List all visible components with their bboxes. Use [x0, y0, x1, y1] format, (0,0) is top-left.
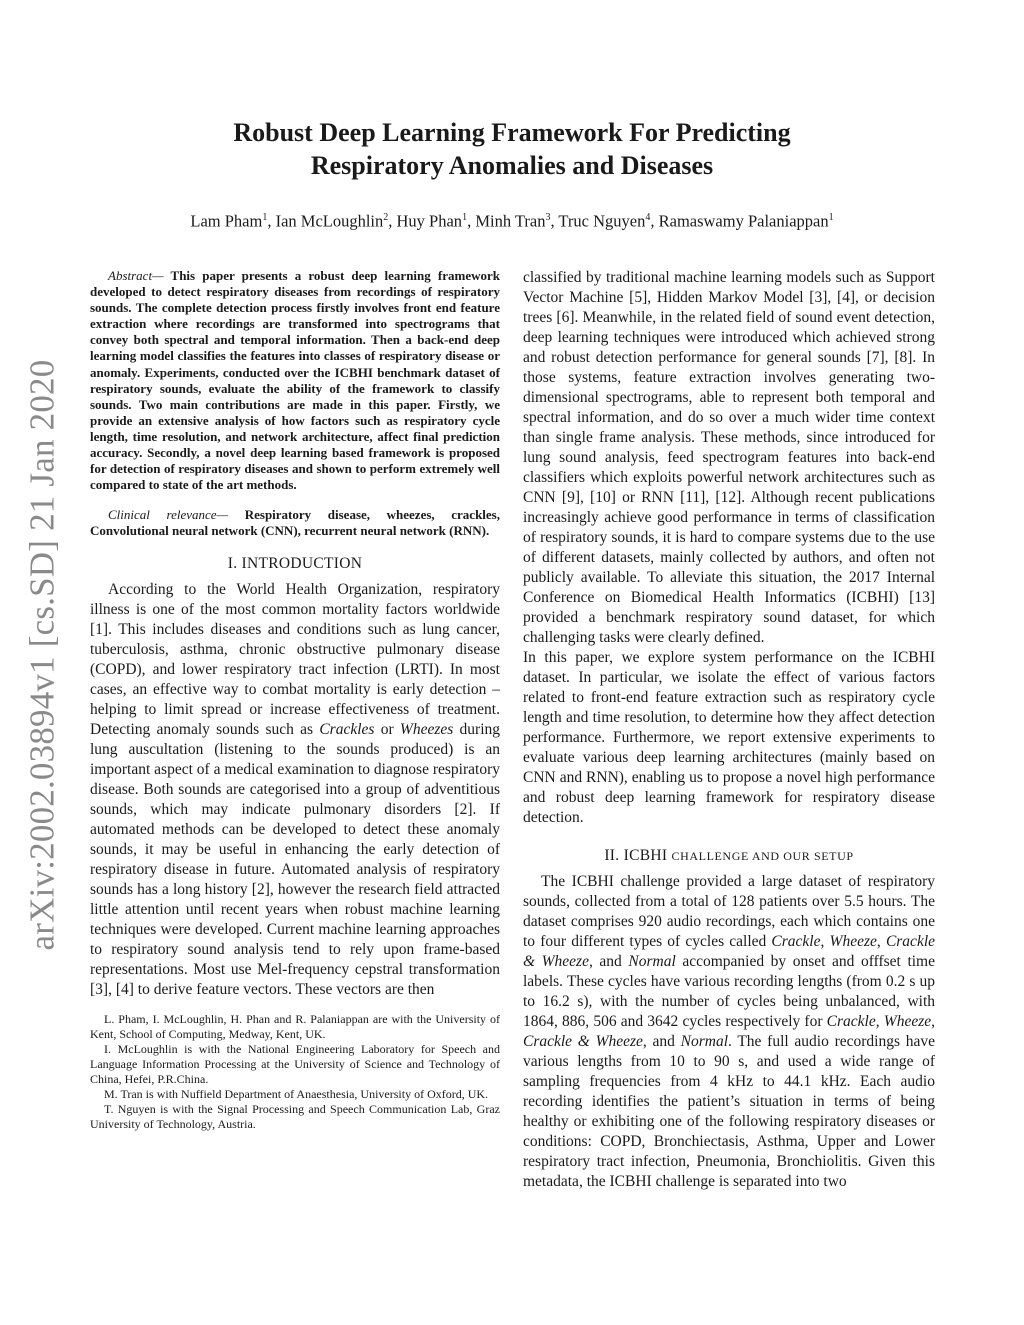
- right-column: [523, 268, 935, 1192]
- author-name: Ramaswamy Palaniappan: [658, 211, 829, 231]
- term-crackle-wheeze: Crackle & Wheeze: [523, 933, 936, 970]
- punct: ,: [876, 933, 886, 950]
- intro-paragraph-1-continued: classified by traditional machine learning models such as Support Vector Machine [5], Hidden Markov Model [3], [4], or decision trees [6]. Meanwhile, in the related field of sound event detection, deep learning techniques were introduced which achieved strong and robust detection performance for general sounds [7], [8]. In those systems, feature extraction involves generating two-dimensional spectrograms, able to represent both temporal and spectral information, and do so over a much wider time context than single frame analysis. These methods, since introduced for lung sound analysis, feed spectrogram features into back-end classifiers which exploits powerful network architectures such as CNN [9], [10] or RNN [11], [12]. Although recent publications increasingly achieve good performance in terms of classification of respiratory sounds, it is hard to compare systems due to the use of different datasets, mainly collected by authors, and often not publicly available. To alleviate this situation, the 2017 Internal Conference on Biomedical Health Informatics (ICBHI) [13] provided a benchmark respiratory sound dataset, for which challenging tasks were clearly defined.: [523, 269, 935, 646]
- abstract: [90, 268, 500, 493]
- term-crackle: Crackle: [771, 933, 821, 950]
- term-wheezes: Wheezes: [399, 720, 454, 738]
- punct: ,: [820, 933, 830, 950]
- paper-title: [150, 116, 874, 182]
- footnote: T. Nguyen is with the Signal Processing and Speech Communication Lab, Graz University of Technology, Austria.: [90, 1101, 500, 1131]
- term-crackle-wheeze: Crackle & Wheeze: [523, 1033, 643, 1050]
- footnotes: [90, 1012, 500, 1132]
- intro-text: during lung auscultation (listening to the sounds produced) is an important aspect of a medical examination to diagnose respiratory disease. Both sounds are categorised into a group of adventitious sounds, which may indicate pulmonary disorders [2]. If automated methods can be developed to detect these anomaly sounds, it may be useful in enhancing the early detection of respiratory disease in future. Automated analysis of respiratory sounds has a long history [2], however the research field attracted little attention until recent years when robust machine learning techniques were developed. Current machine learning approaches to respiratory sound analysis tend to rely upon frame-based representations. Most use Mel-frequency cepstral transformation [3], [4] to derive feature vectors. These vectors are then: [90, 720, 501, 998]
- footnote: M. Tran is with Nuffield Department of Anaesthesia, University of Oxford, UK.: [104, 1086, 489, 1101]
- author-name: Lam Pham: [190, 211, 263, 231]
- icbhi-text: accompanied by onset and offfset time labels. These cycles have various recording lengths (from 0.2 s up to 16.2 s), with the number of cycles being unbalanced, with 1864, 886, 506 and 3642 cycles respectively for: [523, 953, 935, 1030]
- punct: , and: [588, 953, 629, 970]
- intro-text: or: [374, 720, 400, 738]
- author-affiliation: 1: [262, 212, 268, 223]
- clinical-text: Respiratory disease, wheezes, crackles, Convolutional neural network (CNN), recurrent neural network (RNN).: [90, 507, 500, 539]
- intro-paragraph-1: [90, 580, 500, 1000]
- term-crackle: Crackle: [826, 1013, 876, 1030]
- author-affiliation: 2: [383, 212, 389, 223]
- author-affiliation: 1: [462, 212, 468, 223]
- term-crackles: Crackles: [319, 720, 375, 738]
- punct: ,: [931, 1013, 936, 1030]
- section-title: INTRODUCTION: [241, 554, 363, 572]
- term-wheeze: Wheeze: [883, 1013, 932, 1030]
- author-name: Ian McLoughlin: [275, 211, 384, 231]
- author-affiliation: 4: [645, 212, 651, 223]
- icbhi-paragraph: [523, 872, 935, 1192]
- author-affiliation: 1: [828, 212, 834, 223]
- punct: ,: [875, 1013, 884, 1030]
- clinical-relevance: [90, 507, 500, 539]
- clinical-lead: Clinical relevance—: [108, 507, 229, 523]
- arxiv-identifier: arXiv:2002.03894v1 [cs.SD] 21 Jan 2020: [22, 359, 62, 951]
- intro-paragraph-2: In this paper, we explore system performance on the ICBHI dataset. In particular, we isolate the effect of various factors related to front-end feature extraction such as respiratory cycle length and time resolution, to determine how they affect detection performance. Furthermore, we report extensive experiments to evaluate various deep learning architectures (mainly based on CNN and RNN), enabling us to propose a novel high performance and robust deep learning framework for respiratory disease detection.: [523, 649, 935, 826]
- section-heading-introduction: [90, 554, 500, 574]
- title-line-2: Respiratory Anomalies and Diseases: [310, 151, 714, 180]
- arxiv-side-stamp: [22, 360, 62, 950]
- intro-text: According to the World Health Organization, respiratory illness is one of the most common mortality factors worldwide [1]. This includes diseases and conditions such as lung cancer, tuberculosis, asthma, chronic obstructive pulmonary disease (COPD), and lower respiratory tract infection (LRTI). In most cases, an effective way to combat mortality is early detection – helping to limit spread or increase effectiveness of treatment. Detecting anomaly sounds such as: [90, 580, 500, 738]
- term-normal: Normal: [680, 1033, 729, 1050]
- author-name: Minh Tran: [475, 211, 546, 231]
- author-list: Lam Pham$^1$, Ian McLoughlin$^2$, Huy Phan$^1$, Minh Tran$^3$, Truc Nguyen$^4$, Ramaswamy Palaniappan$^1$: [190, 211, 834, 231]
- abstract-text: This paper presents a robust deep learning framework developed to detect respiratory diseases from recordings of respiratory sounds. The complete detection process firstly involves front end feature extraction where recordings are transformed into spectrograms that convey both spectral and temporal information. Then a back-end deep learning model classifies the features into classes of respiratory disease or anomaly. Experiments, conducted over the ICBHI benchmark dataset of respiratory sounds, evaluate the ability of the framework to classify sounds. Two main contributions are made in this paper. Firstly, we provide an extensive analysis of how factors such as respiratory cycle length, time resolution, and network architecture, affect final prediction accuracy. Secondly, a novel deep learning based framework is proposed for detection of respiratory diseases and shown to perform extremely well compared to state of the art methods.: [90, 268, 500, 493]
- section-number: I.: [227, 554, 242, 572]
- abstract-lead: Abstract—: [108, 268, 164, 283]
- section-heading-icbhi: [523, 846, 935, 866]
- section-title: CHALLENGE AND OUR SETUP: [671, 849, 854, 863]
- author-affiliation: 3: [545, 212, 551, 223]
- section-number: II. ICBHI: [604, 847, 672, 864]
- author-name: Truc Nguyen: [558, 211, 646, 231]
- author-name: Huy Phan: [396, 211, 463, 231]
- term-wheeze: Wheeze: [829, 933, 877, 950]
- term-normal: Normal: [628, 953, 676, 970]
- title-line-1: Robust Deep Learning Framework For Predicting: [233, 118, 791, 147]
- punct: , and: [642, 1033, 681, 1050]
- icbhi-text: The ICBHI challenge provided a large dataset of respiratory sounds, collected from a total of 128 patients over 5.5 hours. The dataset comprises 920 audio recordings, each which contains one to four different types of cycles called: [523, 873, 935, 950]
- left-column: [90, 268, 500, 1132]
- footnote: I. McLoughlin is with the National Engineering Laboratory for Speech and Language Information Processing at the University of Science and Technology of China, Hefei, P.R.China.: [90, 1041, 500, 1086]
- icbhi-text: . The full audio recordings have various lengths from 10 to 90 s, and used a wide range of sampling frequencies from 4 kHz to 44.1 kHz. Each audio recording identifies the patient’s situation in terms of being healthy or exhibiting one of the following respiratory diseases or conditions: COPD, Bronchiectasis, Asthma, Upper and Lower respiratory tract infection, Pneumonia, Bronchiolitis. Given this metadata, the ICBHI challenge is separated into two: [523, 1033, 935, 1190]
- footnote: L. Pham, I. McLoughlin, H. Phan and R. Palaniappan are with the University of Kent, School of Computing, Medway, Kent, UK.: [90, 1011, 500, 1041]
